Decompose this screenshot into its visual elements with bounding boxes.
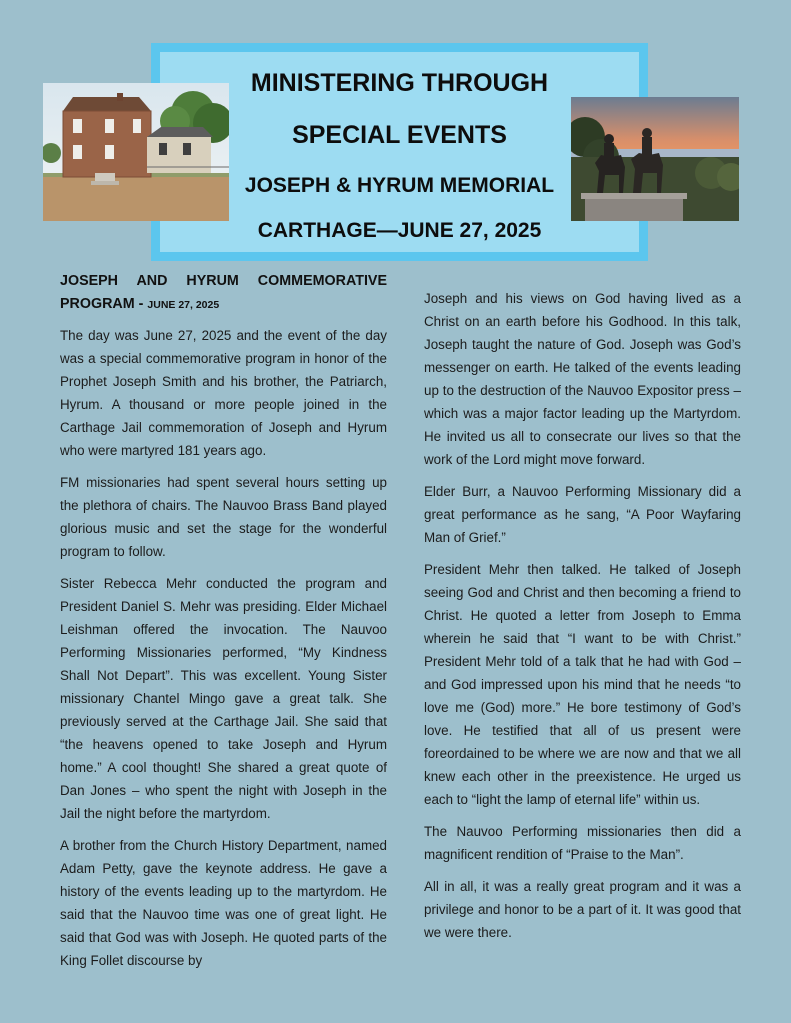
banner-title-line2: SPECIAL EVENTS bbox=[292, 121, 507, 149]
title-banner-inner bbox=[160, 52, 639, 252]
article-column-right bbox=[424, 287, 741, 953]
paragraph: FM missionaries had spent several hours setting up the plethora of chairs. The Nauvoo Brass Band played glorious music and set the stage for the wonderful program to follow. bbox=[60, 475, 387, 559]
paragraph: All in all, it was a really great program and it was a privilege and honor to be a part of it. It was good that we were there. bbox=[424, 879, 741, 940]
banner-title-line1: MINISTERING THROUGH bbox=[250, 69, 549, 97]
paragraph: A brother from the Church History Department, named Adam Petty, gave the keynote address. He gave a history of the events leading up to the martyrdom. He said that the Nauvoo time was one of great light. He said that God was with Joseph. He quoted parts of the King Follet discourse by bbox=[60, 838, 387, 968]
article-heading bbox=[60, 270, 387, 317]
article-column-left bbox=[60, 270, 387, 981]
paragraph: Elder Burr, a Nauvoo Performing Missionary did a great performance as he sang, “A Poor Wayfaring Man of Grief.” bbox=[424, 484, 741, 545]
paragraph: Sister Rebecca Mehr conducted the program and President Daniel S. Mehr was presiding. Elder Michael Leishman offered the invocation. The Nauvoo Performing Missionaries performed, “My Kindness Shall Not Depart”. This was excellent. Young Sister missionary Chantel Mingo gave a great talk. She previously served at the Carthage Jail. She said that “the heavens opened to take Joseph and Hyrum home.” A cool thought! She shared a great quote of Dan Jones – who spent the night with Joseph in the Jail the night before the martyrdom. bbox=[60, 576, 387, 821]
article-heading-line1: JOSEPH AND HYRUM COMMEMORATIVE bbox=[60, 273, 387, 289]
statue-sunset-photo bbox=[571, 97, 739, 221]
article-heading-line2: PROGRAM - bbox=[60, 296, 144, 312]
banner-subtitle-line2: CARTHAGE—JUNE 27, 2025 bbox=[257, 219, 542, 242]
paragraph: The Nauvoo Performing missionaries then did a magnificent rendition of “Praise to the Man”. bbox=[424, 824, 741, 862]
carthage-jail-photo bbox=[43, 83, 229, 221]
paragraph: President Mehr then talked. He talked of Joseph seeing God and Christ and then becoming a friend to Christ. He quoted a letter from Joseph to Emma wherein he said that “I want to be with Christ.” President Mehr told of a talk that he had with God – and God impressed upon his mind that he needs “to love me (God) more.” He bore testimony of God’s love. He testified that all of us present were foreordained to be where we are now and that we all knew each other in the preexistence. He urged us each to “light the lamp of eternal life” within us. bbox=[424, 562, 741, 807]
paragraph: Joseph and his views on God having lived as a Christ on an earth before his Godhood. In this talk, Joseph taught the nature of God. Joseph was God’s messenger on earth. He talked of the events leading up to the destruction of the Nauvoo Expositor press – which was a major factor leading up the Martyrdom. He invited us all to consecrate our lives so that the work of the Lord might move forward. bbox=[424, 291, 741, 467]
article-heading-date: JUNE 27, 2025 bbox=[147, 299, 220, 311]
banner-subtitle-line1: JOSEPH & HYRUM MEMORIAL bbox=[244, 174, 555, 197]
paragraph: The day was June 27, 2025 and the event of the day was a special commemorative program in honor of the Prophet Joseph Smith and his brother, the Patriarch, Hyrum. A thousand or more people joined in the Carthage Jail commemoration of Joseph and Hyrum who were martyred 181 years ago. bbox=[60, 328, 387, 458]
